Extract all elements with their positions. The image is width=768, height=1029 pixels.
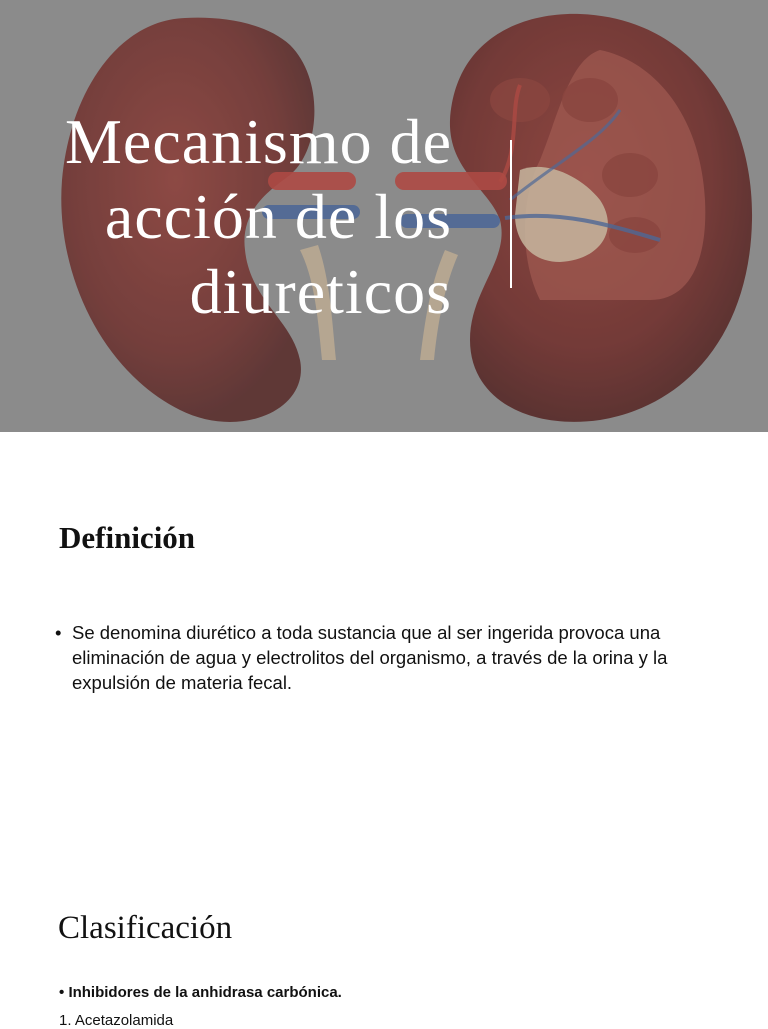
bullet-icon: • <box>59 984 65 1001</box>
slide-heading: Clasificación <box>58 910 233 946</box>
bullet-text: Se denomina diurético a toda sustancia que al ser ingerida provoca una eliminación de agua y electrolitos del organismo, a través de la orina y la expulsión de materia fecal. <box>72 622 668 693</box>
title-line: Mecanismo de <box>65 106 452 177</box>
classification-slide <box>0 864 768 1029</box>
title-divider <box>510 140 512 288</box>
bullet-icon: • <box>55 622 62 643</box>
title-slide <box>0 0 768 432</box>
definition-slide <box>0 432 768 864</box>
slide-heading: Definición <box>59 520 196 555</box>
bullet-text: Inhibidores de la anhidrasa carbónica. <box>68 984 342 1001</box>
slide-title <box>10 104 452 329</box>
list-item <box>55 620 695 695</box>
title-line: diureticos <box>189 256 452 327</box>
numbered-item: 1. Acetazolamida <box>59 1012 174 1029</box>
title-line: acción de los <box>104 181 452 252</box>
list-item <box>59 984 342 1001</box>
bullet-list <box>55 620 695 695</box>
